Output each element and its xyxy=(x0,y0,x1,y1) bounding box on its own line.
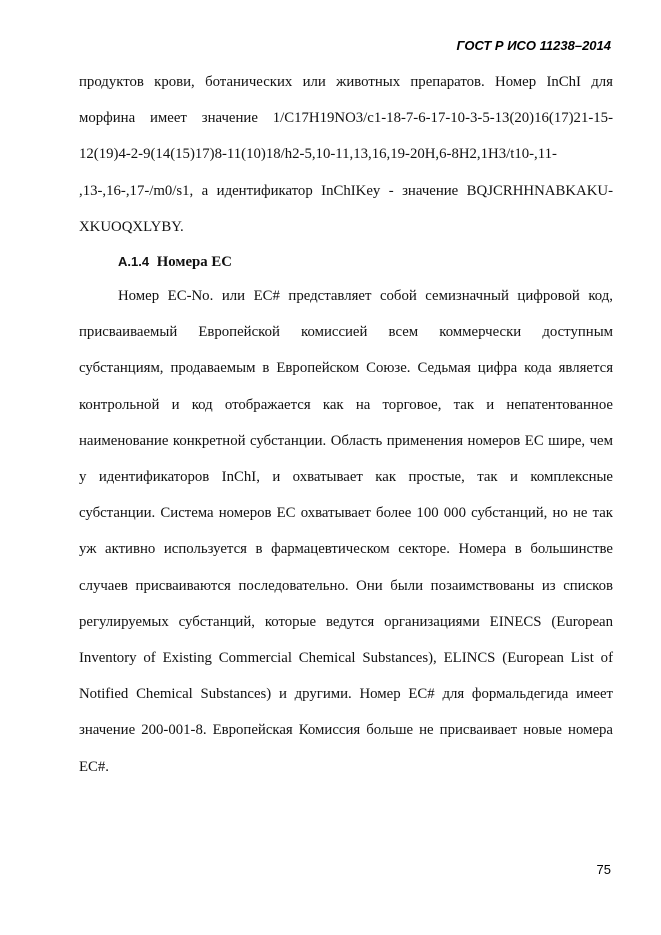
paragraph-ec-numbers: Номер EC-No. или EC# представляет собой семизначный цифровой код, присваиваемый Европейской комиссией всем коммерчески доступным субстанциям, продаваемым в Европейском Союзе. Седьмая цифра кода является контрольной и код отображается как на торговое, так и непатентованное наименование конкретной субстанции. Область применения номеров ЕС шире, чем у идентификаторов InChI, и охватывает как простые, так и комплексные субстанции. Система номеров ЕС охватывает более 100 000 субстанций, но не так уж активно используется в фармацевтическом секторе. Номера в большинстве случаев присваиваются последовательно. Они были позаимствованы из списков регулируемых субстанций, которые ведутся организациями EINECS (European Inventory of Existing Commercial Chemical Substances), ELINCS (European List of Notified Chemical Substances) и другими. Номер EC# для формальдегида имеет значение 200-001-8. Европейская Комиссия больше не присваивает новые номера ЕС#. xyxy=(79,288,613,775)
page-number: 75 xyxy=(596,862,611,877)
section-number: А.1.4 xyxy=(118,254,150,269)
section-heading xyxy=(118,254,232,271)
document-header: ГОСТ Р ИСО 11238–2014 xyxy=(456,38,611,53)
paragraph-inchi: продуктов крови, ботанических или животных препаратов. Номер InChI для морфина имеет значение 1/C17H19NO3/c1-18-7-6-17-10-3-5-13(20)16(17)21-15-12(19)4-2-9(14(15)17)8-11(10)18/h2-5,10-11,13,16,19-20H,6-8H2,1H3/t10-,11- ,13-,16-,17-/m0/s1, а идентификатор InChIKey - значение BQJCRHHNABKAKU-XKUOQXLYBY. xyxy=(79,74,613,235)
section-title: Номера ЕС xyxy=(156,254,232,270)
